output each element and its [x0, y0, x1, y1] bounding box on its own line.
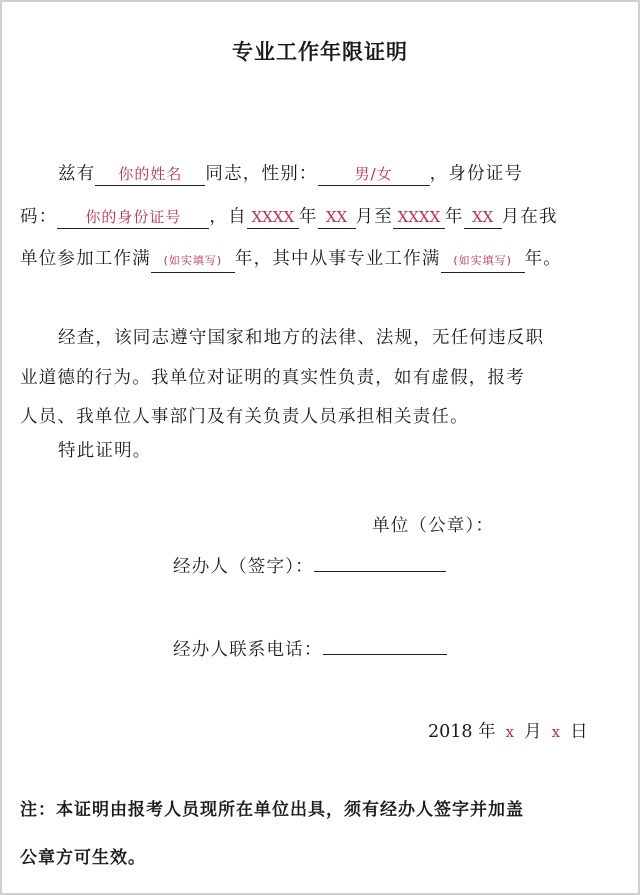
- name-field[interactable]: 你的姓名: [95, 163, 205, 186]
- work-years-field[interactable]: (如实填写): [151, 250, 235, 273]
- date-day[interactable]: x: [551, 723, 561, 741]
- para2-line3: 人员、我单位人事部门及有关负责人员承担相关责任。: [20, 407, 469, 427]
- para1-line2: 码： 你的身份证号 ，自 XXXX 年 XX 月至 XXXX 年 XX 月在我: [20, 207, 558, 227]
- handler-signature-row: [173, 553, 446, 578]
- end-month-field[interactable]: XX: [464, 206, 502, 229]
- note-line2: 公章方可生效。: [20, 848, 146, 868]
- para2-line1: 经查，该同志遵守国家和地方的法律、法规，无任何违反职: [58, 328, 545, 348]
- handler-signature-field[interactable]: [314, 553, 446, 572]
- start-year-field[interactable]: XXXX: [247, 206, 299, 229]
- end-year-field[interactable]: XXXX: [393, 206, 445, 229]
- handler-phone-field[interactable]: [323, 636, 447, 655]
- date-month[interactable]: x: [505, 723, 515, 741]
- para2-line4: 特此证明。: [58, 441, 152, 461]
- handler-label: 经办人（签字）：: [173, 557, 314, 577]
- date-year: 2018: [428, 722, 473, 742]
- id-number-field[interactable]: 你的身份证号: [57, 206, 209, 229]
- page-title: 专业工作年限证明: [232, 40, 408, 64]
- para2-line2: 业道德的行为。我单位对证明的真实性负责，如有虚假，报考: [20, 368, 525, 388]
- handler-phone-row: [173, 636, 447, 661]
- para1-line3: 单位参加工作满 (如实填写) 年，其中从事专业工作满 (如实填写) 年。: [20, 245, 562, 273]
- para1-line1: 兹有 你的姓名 同志，性别： 男/女 ，身份证号: [58, 164, 524, 184]
- start-month-field[interactable]: XX: [318, 206, 356, 229]
- date-line: 2018 年 x 月 x 日: [428, 722, 588, 742]
- note-line1: 注：本证明由报考人员现所在单位出具，须有经办人签字并加盖: [20, 800, 524, 820]
- prof-years-field[interactable]: (如实填写): [441, 250, 525, 273]
- gender-field[interactable]: 男/女: [318, 163, 430, 186]
- unit-seal-label: 单位（公章）：: [372, 516, 495, 536]
- phone-label: 经办人联系电话：: [173, 640, 323, 660]
